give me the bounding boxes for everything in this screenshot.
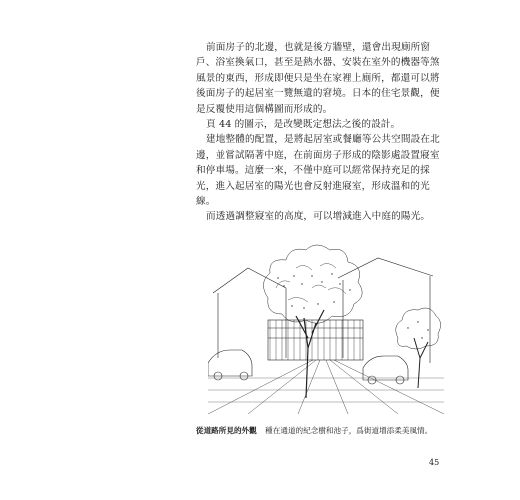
page-number: 45 [429,458,440,467]
caption-title: 從道路所見的外觀 [196,426,257,435]
architectural-sketch [208,238,444,414]
body-text [196,40,444,225]
paragraph: 而透過調整寢室的高度，可以增減進入中庭的陽光。 [206,211,431,223]
house-sketch-illustration [208,238,444,414]
figure-caption [196,426,456,436]
caption-text: 種在通道的紀念樹和池子，爲街道增添柔美風情。 [265,426,433,435]
paragraph: 頁 44 的圖示，是改變既定想法之後的設計。 [206,119,401,131]
paragraph: 前面房子的北邊，也就是後方牆壁，還會出現廁所窗戶、浴室換氣口，甚至是熱水器、安裝在室外的機器等煞風景的東西，形成即便只是坐在家裡上廁所，都還可以將後面房子的起居室一覽無遺的窘境。日本的住宅景觀，便是反覆使用這個構圖而形成的。 [196,42,440,115]
paragraph: 建地整體的配置，是將起居室或餐廳等公共空間設在北邊，並嘗試隔著中庭，在前面房子形成的陰影處設置寢室和停車場。這麼一來，不僅中庭可以經常保持充足的採光，進入起居室的陽光也會反射進寢室，形成溫和的光線。 [196,134,440,208]
